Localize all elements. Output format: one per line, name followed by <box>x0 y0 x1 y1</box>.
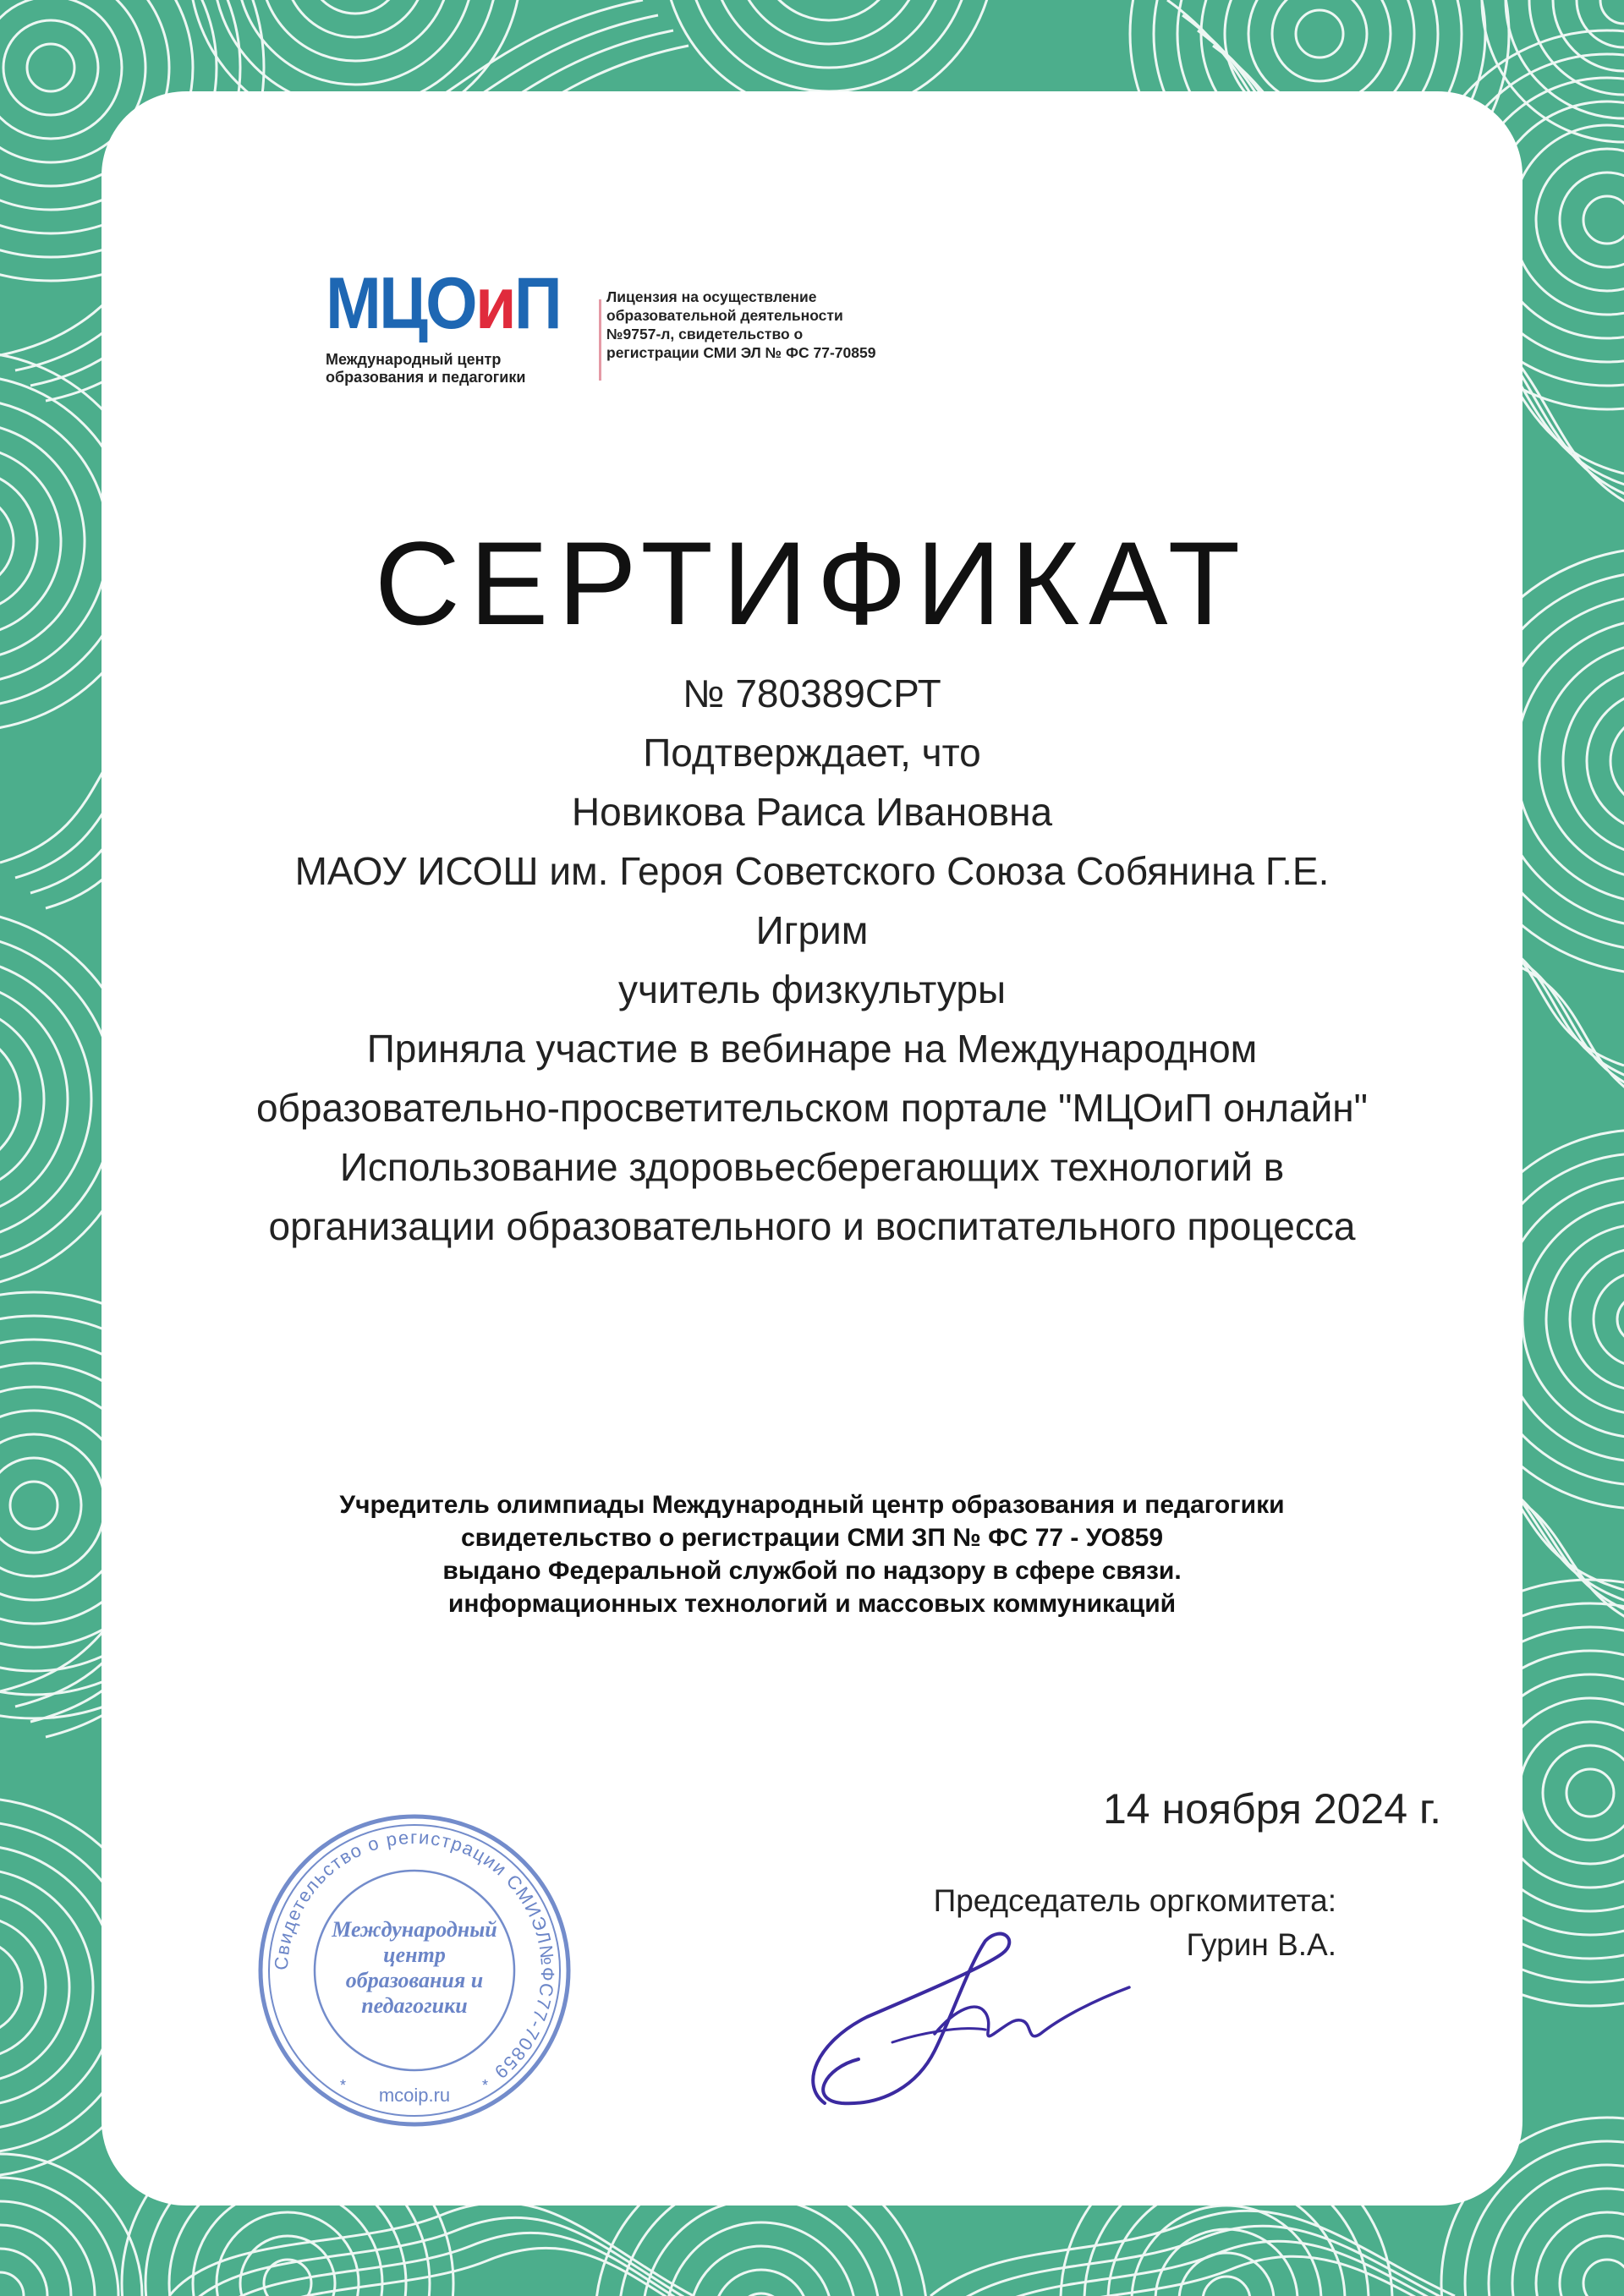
stamp-center-line-1: Международный <box>332 1917 497 1942</box>
stamp-ring-text: Свидетельство о регистрации СМИЭЛ№ФС77-70859 <box>270 1826 559 2084</box>
svg-text:*: * <box>482 2077 489 2094</box>
stamp-center-line-4: педагогики <box>361 1993 468 2018</box>
logo-subtitle: Международный центр образования и педагогики <box>326 351 526 386</box>
organization-logo <box>224 188 901 391</box>
founder-line-2: свидетельство о регистрации СМИ ЗП № ФС 77 - УО859 <box>460 1524 1164 1552</box>
logo-mark: МЦОиП <box>326 263 560 344</box>
participation-line-2: образовательно-просветительском портале "МЦОиП онлайн" <box>255 1086 1369 1130</box>
issue-date: 14 ноября 2024 г. <box>1103 1785 1441 1833</box>
school-name: МАОУ ИСОШ им. Героя Советского Союза Собянина Г.Е. <box>294 849 1330 893</box>
stamp-center-line-2: центр <box>383 1943 446 1967</box>
topic-line-1: Использование здоровьесберегающих технологий в <box>339 1145 1285 1189</box>
certificate-title: СЕРТИФИКАТ <box>374 517 1250 649</box>
city-name: Игрим <box>755 908 869 952</box>
chair-name: Гурин В.А. <box>1186 1927 1336 1962</box>
chair-label: Председатель оргкомитета: <box>933 1883 1336 1918</box>
stamp-center-line-3: образования и <box>345 1968 484 1992</box>
topic-line-2: организации образовательного и воспитательного процесса <box>268 1204 1356 1248</box>
stamp-site: mcoip.ru <box>378 2085 451 2106</box>
participation-line-1: Приняла участие в вебинаре на Международном <box>366 1027 1258 1071</box>
svg-text:*: * <box>340 2077 347 2094</box>
certificate-body <box>102 664 1522 1256</box>
handwritten-signature <box>791 1907 1155 2110</box>
recipient-name: Новикова Раиса Ивановна <box>571 790 1053 834</box>
founder-line-4: информационных технологий и массовых коммуникаций <box>447 1590 1177 1618</box>
certificate-number: № 780389СРТ <box>683 671 941 715</box>
recipient-position: учитель физкультуры <box>617 967 1007 1011</box>
license-text: Лицензия на осуществление образовательной деятельности №9757-л, свидетельство о регистрации СМИ ЭЛ № ФС 77-70859 <box>606 288 876 361</box>
logo-divider <box>599 299 601 381</box>
founder-line-1: Учредитель олимпиады Международный центр образования и педагогики <box>339 1491 1285 1519</box>
founder-line-3: выдано Федеральной службой по надзору в сфере связи. <box>442 1557 1182 1585</box>
official-stamp <box>254 1810 575 2131</box>
confirm-text: Подтверждает, что <box>643 731 981 775</box>
founder-info <box>102 1488 1522 1620</box>
